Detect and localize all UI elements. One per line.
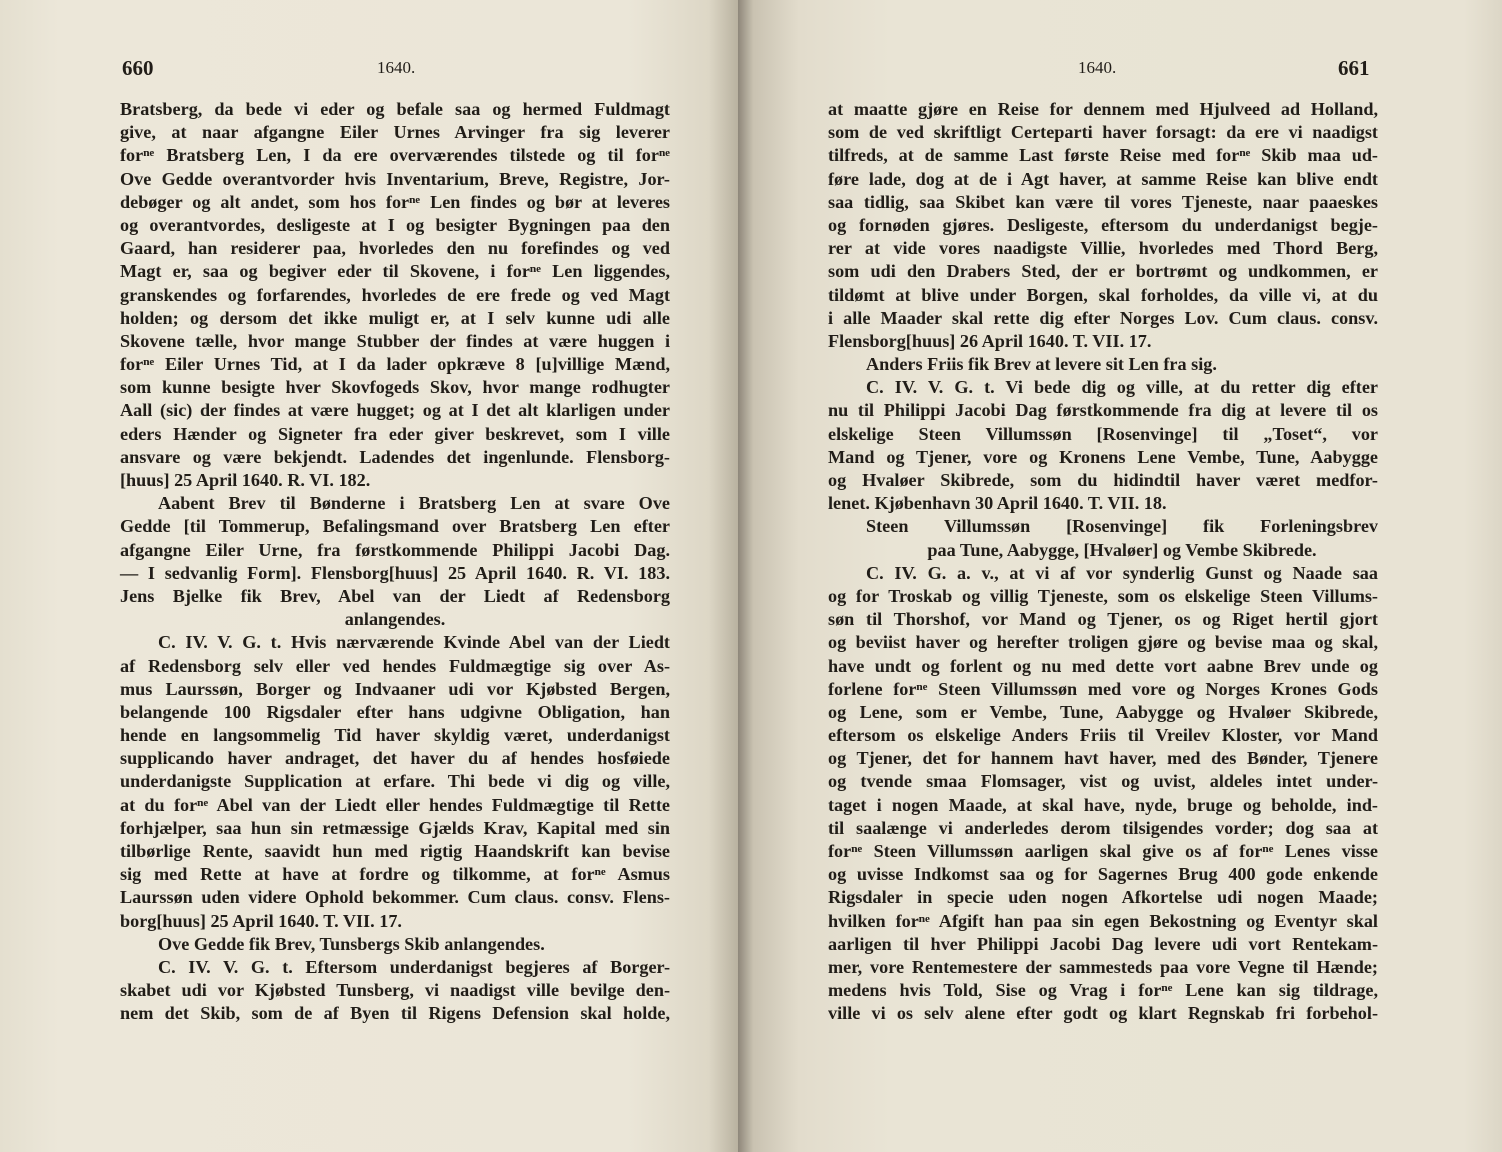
- text-line: og uvisse Indkomst saa og for Sagernes Brug 400 gode enkende: [828, 864, 1378, 885]
- text-line: holden; og dersom det ikke muligt er, at I selv kunne udi alle: [120, 307, 670, 328]
- text-line: rer at vide vores naadigste Villie, hvorledes med Thord Berg,: [828, 238, 1378, 259]
- text-line: til saalænge vi anderledes derom tilsigendes vorder; dog saa at: [828, 817, 1378, 838]
- text-line: mer, vore Rentemestere der sammesteds paa vore Vegne til Hænde;: [828, 956, 1378, 977]
- text-line: Rigsdaler in specie uden nogen Afkortelse udi nogen Maade;: [828, 887, 1378, 908]
- text-line: afgangne Eiler Urne, fra førstkommende Philippi Jacobi Dag.: [120, 539, 670, 560]
- text-line: af Redensborg selv eller ved hendes Fuldmægtige sig over As-: [120, 655, 670, 676]
- text-line: forⁿᵉ Steen Villumssøn aarligen skal give os af forⁿᵉ Lenes visse: [828, 841, 1378, 861]
- text-line: sig med Rette at have at fordre og tilkomme, at forⁿᵉ Asmus: [120, 864, 670, 885]
- text-line: eders Hænder og Signeter fra eder giver beskrevet, som I ville: [120, 423, 670, 444]
- text-line: at maatte gjøre en Reise for dennem med Hjulveed ad Holland,: [828, 99, 1378, 119]
- text-line: forlene forⁿᵉ Steen Villumssøn med vore og Norges Krones Gods: [828, 678, 1378, 699]
- page-number: 660: [122, 56, 154, 80]
- text-line: som udi den Drabers Sted, der er bortrømt og undkommen, er: [828, 261, 1378, 282]
- text-line: mus Laurssøn, Borger og Indvaaner udi vor Kjøbsted Bergen,: [120, 678, 670, 699]
- text-line: eftersom os elskelige Anders Friis til Vreilev Kloster, vor Mand: [828, 725, 1378, 746]
- text-line: supplicando haver andraget, det haver du af hendes hosføiede: [120, 748, 670, 769]
- right-page: [738, 0, 1502, 1152]
- text-line: underdanigste Supplication at erfare. Thi bede vi dig og ville,: [120, 771, 670, 792]
- text-line: søn til Thorshof, vor Mand og Tjener, os og Riget hertil gjort: [828, 609, 1378, 630]
- text-line: Jens Bjelke fik Brev, Abel van der Liedt af Redensborg: [120, 585, 670, 606]
- body-text: [828, 98, 1378, 1026]
- text-line: Flensborg[huus] 26 April 1640. T. VII. 17.: [828, 330, 1152, 351]
- text-line: nu til Philippi Jacobi Dag førstkommende fra dig at levere til os: [828, 400, 1378, 421]
- text-line: borg[huus] 25 April 1640. T. VII. 17.: [120, 910, 402, 931]
- text-line: Aall (sic) der findes at være hugget; og at I det alt klarligen under: [120, 400, 670, 421]
- text-line: og fornøden gjøres. Desligeste, eftersom du underdanigst begje-: [828, 214, 1378, 235]
- text-line: C. IV. V. G. t. Vi bede dig og ville, at du retter dig efter: [866, 377, 1378, 398]
- text-line: og overantvordes, desligeste at I og besigter Bygningen paa den: [120, 214, 670, 235]
- text-line: have undt og forlent og nu med dette vort aabne Brev unde og: [828, 655, 1378, 676]
- text-line: Magt er, saa og begiver eder til Skovene, i forⁿᵉ Len liggendes,: [120, 261, 670, 282]
- text-line: lenet. Kjøbenhavn 30 April 1640. T. VII. 18.: [828, 493, 1167, 514]
- text-line: og Lene, som er Vembe, Tune, Aabygge og Hvaløer Skibrede,: [828, 701, 1378, 722]
- text-line: og Hvaløer Skibrede, som du hidindtil haver været medfor-: [828, 470, 1378, 490]
- text-line: og beviist haver og herefter troligen gjøre og bevise maa og skal,: [828, 632, 1378, 653]
- text-line: som de ved skriftligt Certeparti haver forsagt: da ere vi naadigst: [828, 122, 1378, 143]
- text-line: Anders Friis fik Brev at levere sit Len fra sig.: [866, 354, 1217, 375]
- text-line: hvilken forⁿᵉ Afgift han paa sin egen Bekostning og Eventyr skal: [828, 910, 1378, 931]
- text-line: hende en langsommelig Tid haver skyldig været, underdanigst: [120, 725, 670, 746]
- text-line: skabet udi vor Kjøbsted Tunsberg, vi naadigst ville bevilge den-: [120, 980, 670, 1001]
- text-line: give, at naar afgangne Eiler Urnes Arvinger fra sig leverer: [120, 122, 670, 143]
- text-line: Ove Gedde fik Brev, Tunsbergs Skib anlangendes.: [158, 933, 545, 954]
- text-line: Ove Gedde overantvorder hvis Inventarium, Breve, Registre, Jor-: [120, 168, 670, 189]
- text-line: — I sedvanlig Form]. Flensborg[huus] 25 April 1640. R. VI. 183.: [120, 562, 670, 583]
- text-line: Aabent Brev til Bønderne i Bratsberg Len at svare Ove: [158, 493, 670, 514]
- text-line: i alle Maader skal rette dig efter Norges Lov. Cum claus. consv.: [828, 307, 1378, 328]
- text-line: Skovene tælle, hvor mange Stubber der findes at være huggen i: [120, 330, 670, 351]
- text-line: aarligen til hver Philippi Jacobi Dag levere udi vort Rentekam-: [828, 933, 1378, 954]
- text-line: Laurssøn uden videre Ophold bekommer. Cum claus. consv. Flens-: [120, 887, 670, 908]
- text-line: Bratsberg, da bede vi eder og befale saa og hermed Fuldmagt: [120, 99, 670, 119]
- text-line: anlangendes.: [344, 609, 446, 630]
- text-line: og Tjener, det for hannem havt haver, med des Bønder, Tjenere: [828, 748, 1378, 769]
- body-text: [120, 98, 670, 1026]
- text-line: tilfreds, at de samme Last første Reise med forⁿᵉ Skib maa ud-: [828, 145, 1378, 166]
- text-line: Steen Villumssøn [Rosenvinge] fik Forleningsbrev: [866, 516, 1378, 537]
- text-line: belangende 100 Rigsdaler efter hans udgivne Obligation, han: [120, 701, 670, 722]
- text-line: og for Troskab og villig Tjeneste, som os elskelige Steen Villums-: [828, 585, 1378, 606]
- left-page: [0, 0, 738, 1152]
- text-line: C. IV. G. a. v., at vi af vor synderlig Gunst og Naade saa: [866, 562, 1378, 583]
- text-line: C. IV. V. G. t. Hvis nærværende Kvinde Abel van der Liedt: [158, 632, 670, 653]
- text-line: C. IV. V. G. t. Eftersom underdanigst begjeres af Borger-: [158, 956, 670, 977]
- text-line: medens hvis Told, Sise og Vrag i forⁿᵉ Lene kan sig tildrage,: [828, 980, 1378, 1001]
- text-line: og tvende smaa Flomsager, vist og uvist, aldeles intet under-: [828, 771, 1378, 792]
- text-line: at du forⁿᵉ Abel van der Liedt eller hendes Fuldmægtige til Rette: [120, 794, 670, 815]
- text-line: tilbørlige Rente, saavidt hun med rigtig Haandskrift kan bevise: [120, 841, 670, 861]
- text-line: nem det Skib, som de af Byen til Rigens Defension skal holde,: [120, 1003, 670, 1024]
- running-header: 1640.: [377, 58, 416, 77]
- text-line: som kunne besigte hver Skovfogeds Skov, hvor mange rodhugter: [120, 377, 670, 398]
- text-line: saa tidlig, saa Skibet kan være til vores Tjeneste, naar paaeskes: [828, 191, 1378, 212]
- text-line: forhjælper, saa hun sin retmæssige Gjælds Krav, Kapital med sin: [120, 817, 670, 838]
- text-line: Mand og Tjener, vore og Kronens Lene Vembe, Tune, Aabygge: [828, 446, 1378, 467]
- text-line: føre lade, dog at de i Agt haver, at samme Reise kan blive endt: [828, 168, 1378, 189]
- text-line: ville vi os selv alene efter godt og klart Regnskab fri forbehol-: [828, 1003, 1378, 1024]
- text-line: paa Tune, Aabygge, [Hvaløer] og Vembe Skibrede.: [927, 539, 1317, 560]
- text-line: forⁿᵉ Eiler Urnes Tid, at I da lader opkræve 8 [u]villige Mænd,: [120, 354, 670, 375]
- text-line: elskelige Steen Villumssøn [Rosenvinge] til „Toset“, vor: [828, 423, 1378, 444]
- text-line: tildømt at blive under Borgen, skal forholdes, da ville vi, at du: [828, 284, 1378, 305]
- text-line: [huus] 25 April 1640. R. VI. 182.: [120, 470, 371, 490]
- text-line: granskendes og forfarendes, hvorledes de ere frede og ved Magt: [120, 284, 670, 305]
- text-line: Gedde [til Tommerup, Befalingsmand over Bratsberg Len efter: [120, 516, 670, 537]
- text-line: forⁿᵉ Bratsberg Len, I da ere overværendes tilstede og til forⁿᵉ: [120, 145, 670, 166]
- text-line: Gaard, han residerer paa, hvorledes den nu forefindes og ved: [120, 238, 670, 259]
- text-line: debøger og alt andet, som hos forⁿᵉ Len findes og bør at leveres: [120, 191, 670, 212]
- page-number: 661: [1338, 56, 1370, 80]
- text-line: ansvare og være bekjendt. Ladendes det ingenlunde. Flensborg-: [120, 446, 670, 467]
- running-header: 1640.: [1078, 58, 1117, 77]
- text-line: taget i nogen Maade, at skal have, nyde, bruge og beholde, ind-: [828, 794, 1378, 815]
